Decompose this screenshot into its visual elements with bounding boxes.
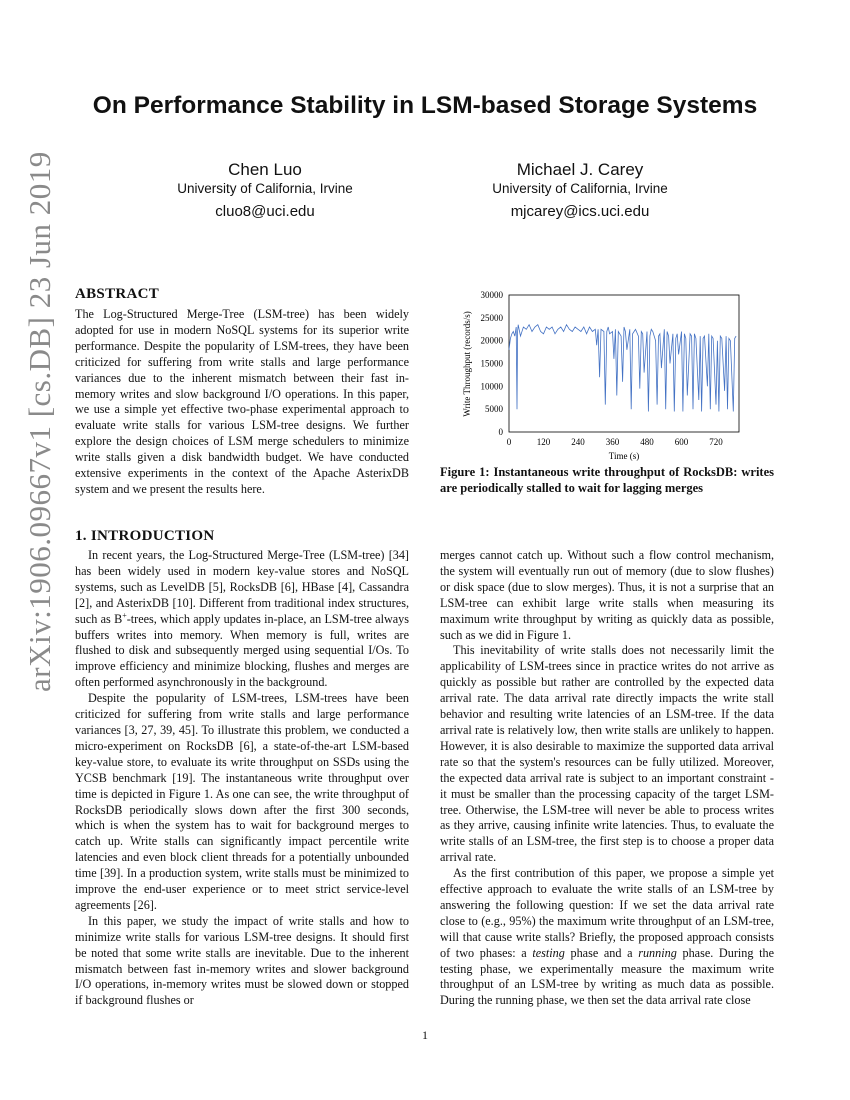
plot-frame (509, 295, 739, 432)
introduction-right-column (440, 548, 774, 1009)
intro-paragraph-2: Despite the popularity of LSM-trees, LSM-trees have been criticized for suffering from write stalls and large performance variances [3, 27, 39, 45]. To illustrate this problem, we conducted a micro-experiment on RocksDB [6], a state-of-the-art LSM-based key-value store, to evaluate its write throughput on SSDs using the YCSB benchmark [19]. The instantaneous write throughput over time is depicted in Figure 1. As one can see, the write throughput of RocksDB periodically slows down after the first 300 seconds, which is when the system has to wait for background merges to catch up. Write stalls can significantly impact percentile write latencies and even block client threads for a potentially unbounded time [39]. In a production system, write stalls must be minimized to improve the end-user experience or to meet strict service-level agreements [26]. (75, 691, 409, 912)
author-block-1 (115, 160, 415, 222)
y-tick-label: 10000 (480, 381, 503, 392)
abstract-text: The Log-Structured Merge-Tree (LSM-tree) has been widely adopted for use in modern NoSQL systems for its superior write performance. Despite the popularity of LSM-trees, they have been criticized for suffering from write stalls and large performance variances due to the inherent mismatch between their fast in-memory writes and slow background I/O operations. In this paper, we use a simple yet effective two-phase experimental approach to evaluate write stalls for various LSM-tree designs. We further explore the design choices of LSM merge schedulers to minimize write stalls given a disk bandwidth budget. We have conducted extensive experiments in the context of the Apache AsterixDB system and we present the results here. (75, 307, 409, 496)
abstract-heading: ABSTRACT (75, 286, 160, 302)
y-tick-label: 25000 (480, 312, 503, 323)
y-axis (481, 290, 504, 437)
x-tick-label: 0 (506, 437, 512, 447)
y-tick-label: 0 (498, 427, 503, 437)
introduction-heading: 1. INTRODUCTION (75, 528, 215, 544)
intro-paragraph-1 (75, 548, 409, 691)
right-p3-emphasis-testing: testing (532, 945, 565, 960)
author-name: Michael J. Carey (516, 160, 644, 179)
y-tick-label: 30000 (480, 290, 503, 300)
y-tick-label: 5000 (485, 404, 503, 415)
page-number: 1 (422, 1028, 428, 1042)
x-axis-label: Time (s) (608, 451, 640, 461)
x-tick-label: 600 (674, 437, 689, 447)
right-p3-part-b: phase and a (564, 945, 639, 960)
intro-p1-superscript: + (122, 610, 127, 620)
intro-paragraph-3: In this paper, we study the impact of write stalls and how to minimize write stalls for various LSM-tree designs. It should first be noted that some write stalls are inevitable. Due to the inherent mismatch between fast in-memory writes and slower background I/O operations, in-memory writes must be slowed down or stopped if background flushes or (75, 913, 409, 1008)
x-tick-label: 240 (571, 437, 585, 447)
right-p3-emphasis-running: running (638, 945, 677, 960)
y-tick-label: 20000 (480, 335, 503, 346)
arxiv-identifier-stamp: arXiv:1906.09667v1 [cs.DB] 23 Jun 2019 (22, 151, 57, 692)
x-tick-label: 120 (536, 437, 551, 447)
x-tick-label: 480 (640, 437, 654, 447)
right-paragraph-2: This inevitability of write stalls does not necessarily limit the applicability of LSM-trees since in practice writes do not arrive as quickly as possible but rather are controlled by the expected data arrival rate. The data arrival rate directly impacts the write stall behavior and resulting write latencies of an LSM-tree. If the data arrival rate is relatively low, then write stalls are unlikely to happen. However, it is also desirable to maximize the supported data arrival rate so that the system's resources can be fully utilized. Moreover, the expected data arrival rate is subject to an important constraint - it must be smaller than the processing capacity of the target LSM-tree. Otherwise, the LSM-tree will never be able to process writes as they arrive, causing infinite write latencies. Thus, to evaluate the write stalls of an LSM-tree, the first step is to choose a proper data arrival rate. (440, 643, 774, 865)
paper-title: On Performance Stability in LSM-based Storage Systems (92, 92, 758, 119)
author-email: cluo8@uci.edu (215, 203, 315, 220)
x-axis (507, 437, 724, 447)
intro-p1-part-a: In recent years, the Log-Structured Merge-Tree (LSM-tree) [34] has been widely used in modern key-value stores and NoSQL systems, such as LevelDB [5], RocksDB [6], HBase [4], Cassandra [2], and AsterixDB [10]. Different from traditional index structures, such as B (75, 548, 409, 626)
figure-caption: Figure 1: Instantaneous write throughput of RocksDB: writes are periodically stalled to wait for lagging merges (440, 465, 774, 495)
y-axis-label: Write Throughput (records/s) (462, 311, 472, 417)
x-tick-label: 360 (605, 437, 620, 447)
throughput-chart (440, 284, 774, 464)
right-p3-part-a: As the first contribution of this paper, we propose a simple yet effective approach to evaluate the write stalls of an LSM-tree by answering the following question: If we set the data arrival rate close to (e.g., 95%) the maximum write throughput of an LSM-tree, will that cause write stalls? Briefly, the proposed approach consists of two phases: a (440, 866, 774, 960)
y-tick-label: 15000 (480, 358, 503, 369)
author-affiliation: University of California, Irvine (492, 181, 668, 196)
right-paragraph-1: merges cannot catch up. Without such a flow control mechanism, the system will eventually run out of memory (due to slow flushes) or disk space (due to slow merges). Thus, it is not a surprise that an LSM-tree can exhibit large write stalls when measuring its maximum write throughput by writing as quickly data as possible, such as we did in Figure 1. (440, 548, 774, 642)
abstract-body (75, 307, 409, 498)
author-name: Chen Luo (228, 160, 302, 179)
right-p3-part-c: phase. During the testing phase, we experimentally measure the maximum write throughput of an LSM-tree by writing as much data as possible. During the running phase, we then set the data arrival rate close (440, 945, 774, 1008)
author-email: mjcarey@ics.uci.edu (510, 203, 650, 220)
right-paragraph-3 (440, 866, 774, 1009)
introduction-left-column (75, 548, 409, 1009)
author-block-2 (430, 160, 730, 222)
x-tick-label: 720 (709, 437, 723, 447)
author-affiliation: University of California, Irvine (177, 181, 353, 196)
intro-p1-part-b: -trees, which apply updates in-place, an LSM-tree always buffers writes into memory. When memory is full, writes are flushed to disk and subsequently merged using sequential I/Os. To improve efficiency and minimize blocking, flushes and merges are often performed asynchronously in the background. (75, 611, 409, 690)
throughput-series-line (509, 325, 736, 412)
